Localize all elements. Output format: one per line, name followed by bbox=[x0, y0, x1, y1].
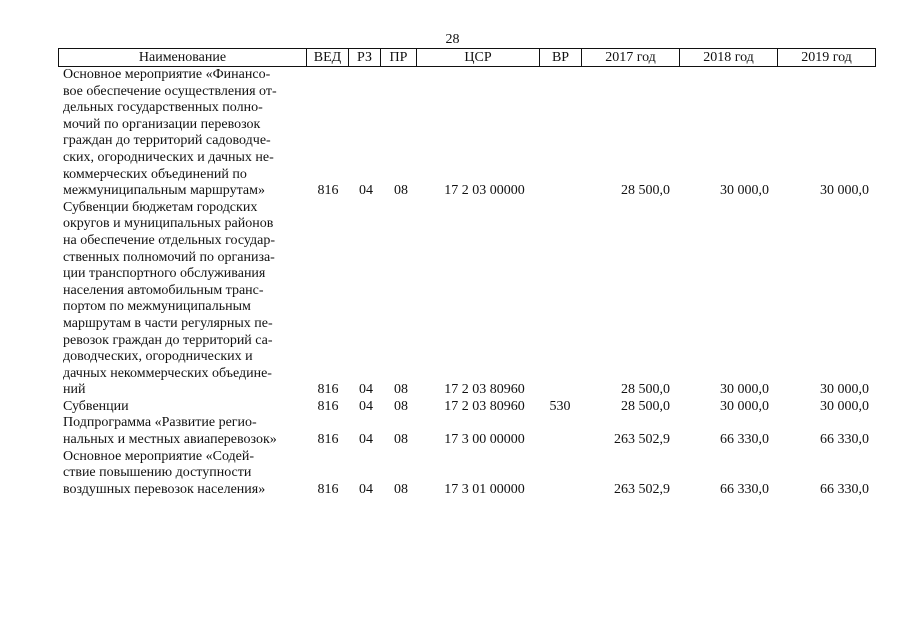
header-ved: ВЕД bbox=[307, 49, 349, 66]
row-pr: 08 bbox=[394, 432, 408, 448]
row-2017: 28 500,0 bbox=[621, 398, 670, 414]
row-rz: 04 bbox=[359, 398, 373, 414]
row-2019: 30 000,0 bbox=[820, 183, 869, 199]
row-2017: 28 500,0 bbox=[621, 382, 670, 398]
header-name: Наименование bbox=[59, 49, 307, 66]
row-rz: 04 bbox=[359, 481, 373, 497]
row-2019: 30 000,0 bbox=[820, 382, 869, 398]
row-2017: 28 500,0 bbox=[621, 183, 670, 199]
table-row bbox=[63, 415, 873, 448]
row-ved: 816 bbox=[317, 183, 339, 199]
page-number: 28 bbox=[445, 32, 460, 47]
table-header bbox=[58, 48, 876, 67]
row-2019: 66 330,0 bbox=[820, 481, 869, 497]
row-name: Основное мероприятие «Финансо- вое обеспечение осуществления от- дельных государственных полно- мочий по организации перевозок граждан до территорий садоводче- ских, огороднических и дачных не- коммерческих объединений по межмуниципальным маршрутам» bbox=[63, 67, 277, 199]
header-2018: 2018 год bbox=[680, 49, 778, 66]
row-pr: 08 bbox=[394, 183, 408, 199]
row-rz: 04 bbox=[359, 382, 373, 398]
row-name: Основное мероприятие «Содей- ствие повышению доступности воздушных перевозок населения» bbox=[63, 448, 266, 497]
header-pr: ПР bbox=[381, 49, 417, 66]
row-vr: 530 bbox=[549, 398, 571, 414]
row-csr: 17 2 03 00000 bbox=[444, 183, 525, 199]
row-name: Субвенции бюджетам городских округов и муниципальных районов на обеспечение отдельных государ- ственных полномочий по организа- ции транспортного обслуживания населения автомобильным транс- портом по межмуниципальным маршрутам в части регулярных пе- ревозок граждан до территорий са- доводческих, огороднических и дачных некоммерческих объедине- ний bbox=[63, 199, 275, 398]
row-csr: 17 3 00 00000 bbox=[444, 432, 525, 448]
row-2018: 30 000,0 bbox=[720, 398, 769, 414]
row-2018: 30 000,0 bbox=[720, 382, 769, 398]
header-2019: 2019 год bbox=[801, 50, 852, 65]
row-name: Субвенции bbox=[63, 398, 129, 414]
row-2017: 263 502,9 bbox=[614, 481, 670, 497]
row-ved: 816 bbox=[317, 382, 339, 398]
row-ved: 816 bbox=[317, 398, 339, 414]
table-row bbox=[63, 399, 873, 416]
header-2017: 2017 год bbox=[582, 49, 680, 66]
row-2019: 30 000,0 bbox=[820, 398, 869, 414]
header-vr: ВР bbox=[540, 49, 582, 66]
row-csr: 17 2 03 80960 bbox=[444, 398, 525, 414]
row-rz: 04 bbox=[359, 183, 373, 199]
row-pr: 08 bbox=[394, 382, 408, 398]
row-pr: 08 bbox=[394, 481, 408, 497]
row-csr: 17 3 01 00000 bbox=[444, 481, 525, 497]
header-rz: РЗ bbox=[349, 49, 381, 66]
header-csr: ЦСР bbox=[417, 49, 540, 66]
table-row bbox=[63, 449, 873, 499]
table-row bbox=[63, 67, 873, 200]
row-2018: 30 000,0 bbox=[720, 183, 769, 199]
row-name: Подпрограмма «Развитие регио- нальных и местных авиаперевозок» bbox=[63, 415, 277, 448]
row-pr: 08 bbox=[394, 398, 408, 414]
row-2019: 66 330,0 bbox=[820, 432, 869, 448]
row-csr: 17 2 03 80960 bbox=[444, 382, 525, 398]
table-body bbox=[63, 67, 873, 498]
row-2018: 66 330,0 bbox=[720, 481, 769, 497]
row-2018: 66 330,0 bbox=[720, 432, 769, 448]
row-2017: 263 502,9 bbox=[614, 432, 670, 448]
table-row bbox=[63, 200, 873, 399]
row-ved: 816 bbox=[317, 481, 339, 497]
row-rz: 04 bbox=[359, 432, 373, 448]
row-ved: 816 bbox=[317, 432, 339, 448]
